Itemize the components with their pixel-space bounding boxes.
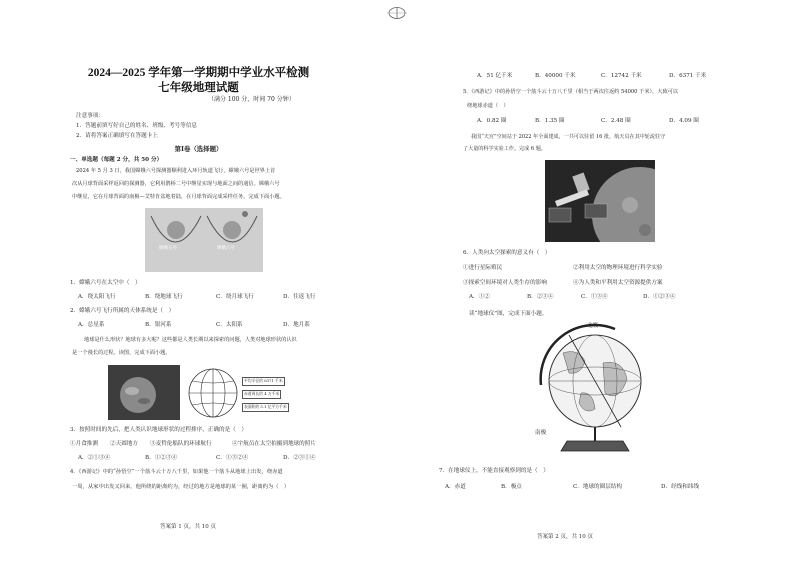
- exam-subtitle: 七年级地理试题: [158, 82, 239, 94]
- q4-option-d: D．6371 千米: [669, 73, 707, 79]
- moon-orbit-icon: [145, 208, 263, 272]
- passage-line: 地球是什么形状？地球有多大呢？这些都是人类长期以来探索的问题，人类对地球形状的认识: [84, 337, 297, 343]
- question-5: 5．《西游记》中的孙悟空一个筋斗云十万八千里（相当于两次往返约 54000 千米），大致可以: [463, 89, 679, 95]
- q3-option-b: B．①②③④: [145, 455, 178, 461]
- question-4: 4．《西游记》中的“孙悟空”一个筋斗云十万八千里，如果他一个筋斗从地球上出发，绕赤道: [70, 469, 283, 475]
- q7-option-c: C．地球的圈层结构: [573, 484, 623, 490]
- q3-option-c: C．①③②④: [216, 455, 249, 461]
- q3-item: ③麦哲伦船队的环球航行: [150, 441, 212, 447]
- equator-length-label: 赤道周长约 4 万千米: [242, 390, 281, 399]
- q1-option-c: C．绕月球飞行: [216, 294, 254, 300]
- q3-item: ①月食推测: [70, 441, 98, 447]
- q5-option-c: C．2.48 圈: [601, 118, 631, 124]
- south-pole-label: 南极: [535, 430, 547, 436]
- globe-stand-icon: [523, 323, 653, 463]
- page-footer: 答案第 2 页，共 10 页: [537, 534, 593, 540]
- question-3: 3．按照时间的先后，把人类认识地球形状的过程排序，正确的是（ ）: [70, 427, 247, 433]
- question-6: 6．人类向太空探索的意义有（ ）: [463, 250, 551, 256]
- passage-line: 中继星，它在月球背面的南极—艾特肯盆地着陆，在月球背面完成采样任务。完成下面小题。: [72, 194, 285, 200]
- q5-option-d: D．4.09 圈: [669, 118, 699, 124]
- lunar-probe-figure: [145, 208, 263, 272]
- space-station-icon: [545, 160, 655, 242]
- q7-option-a: A．赤道: [445, 484, 466, 490]
- q3-option-d: D．②③①④: [283, 455, 316, 461]
- passage-line: 次从月球背面采样返回的探测器，它利用鹊桥二号中继星实现与地面之间的通信。嫦娥六号: [72, 181, 280, 187]
- passage-line: 了大量的科学实验工作。完成 6 题。: [463, 146, 546, 152]
- passage-line: 2024 年 5 月 3 日，我国嫦娥六号探测器顺利进入环月轨道飞行，嫦娥六号是世界上首: [76, 168, 276, 174]
- q2-option-a: A．总星系: [78, 322, 105, 328]
- passage-line: 读“地球仪”图，完成下面小题。: [469, 311, 548, 317]
- q4-option-a: A．51 亿千米: [477, 73, 513, 79]
- q6-item: ③探索空间环境对人类生存的影响: [463, 280, 547, 286]
- q1-option-d: D．往返飞行: [283, 294, 316, 300]
- q6-option-d: D．①②③④: [643, 294, 676, 300]
- q1-option-b: B．绕地球飞行: [145, 294, 183, 300]
- q3-item: ④宇航员在太空拍摄到地球的照片: [232, 441, 316, 447]
- question-1: 1．嫦娥六号在太空中（ ）: [70, 280, 141, 286]
- probe-label-left: 嫦娥五号: [159, 246, 177, 251]
- question-4-cont: 一周，从家中出发又回来，他所绕的距离约为，经过的地方是地球的某一圈，距离约为（ ）: [72, 484, 290, 490]
- section-heading: 第Ⅰ卷（选择题）: [174, 145, 223, 153]
- q7-option-d: D．经线和纬线: [661, 484, 700, 490]
- q4-option-b: B．40000 千米: [535, 73, 576, 79]
- globe-grid-icon: [186, 366, 240, 420]
- probe-label-right: 嫦娥六号: [217, 246, 235, 251]
- q6-item: ①进行星际殖民: [463, 265, 503, 271]
- q2-option-b: B．银河系: [145, 322, 172, 328]
- notice-item: 2．请将答案正确填写在答题卡上: [76, 133, 158, 139]
- exam-title: 2024—2025 学年第一学期期中学业水平检测: [87, 67, 310, 79]
- q6-option-a: A．①②: [469, 294, 490, 300]
- page-footer: 答案第 1 页，共 10 页: [160, 524, 216, 530]
- question-5-cont: 绕地球赤道（ ）: [467, 103, 509, 109]
- q6-option-c: C．①③④: [581, 294, 608, 300]
- q7-option-b: B．极点: [501, 484, 522, 490]
- notice-heading: 注意事项：: [76, 113, 104, 119]
- part-heading: 一、单选题（每题 2 分，共 50 分）: [70, 157, 163, 163]
- north-pole-label: 北极: [587, 323, 599, 329]
- earth-photo-icon: [108, 365, 180, 420]
- q3-item: ②天圆地方: [110, 441, 138, 447]
- q6-item: ④为人类和平利用太空资源提供方案: [573, 280, 663, 286]
- q6-item: ②利用太空的物理环境进行科学实验: [573, 265, 663, 271]
- q3-option-a: A．②①③④: [78, 455, 111, 461]
- q5-option-a: A．0.82 圈: [477, 118, 507, 124]
- q2-option-c: C．太阳系: [216, 322, 243, 328]
- earth-size-labels: [242, 377, 300, 417]
- score-note: （满分 100 分，时间 70 分钟）: [208, 96, 295, 103]
- q6-option-b: B．②③④: [527, 294, 554, 300]
- exam-page-right: [397, 0, 794, 561]
- passage-line: 是一个漫长的过程。读图，完成下面小题。: [72, 350, 171, 356]
- passage-line: 我国“天宫”空间站于 2022 年全面建成，一共可以驻留 16 批，航天员在其中轮流驻守: [471, 134, 666, 140]
- q1-option-a: A．绕太阳飞行: [78, 294, 116, 300]
- question-2: 2．嫦娥六号飞行所属的天体系统是（ ）: [70, 308, 175, 314]
- earth-radius-label: 平均半径约 6371 千米: [242, 377, 285, 386]
- earth-photo-figure: [108, 365, 180, 420]
- q5-option-b: B．1.35 圈: [535, 118, 565, 124]
- question-7: 7．在地球仪上，不能直接观察到的是（ ）: [439, 468, 549, 474]
- notice-item: 1．答题前填写好自己的姓名、班级、考号等信息: [76, 123, 198, 129]
- q4-option-c: C．12742 千米: [601, 73, 642, 79]
- surface-area-label: 表面积约 5.1 亿平方千米: [242, 403, 289, 412]
- space-station-figure: [545, 160, 655, 242]
- q2-option-d: D．地月系: [283, 322, 310, 328]
